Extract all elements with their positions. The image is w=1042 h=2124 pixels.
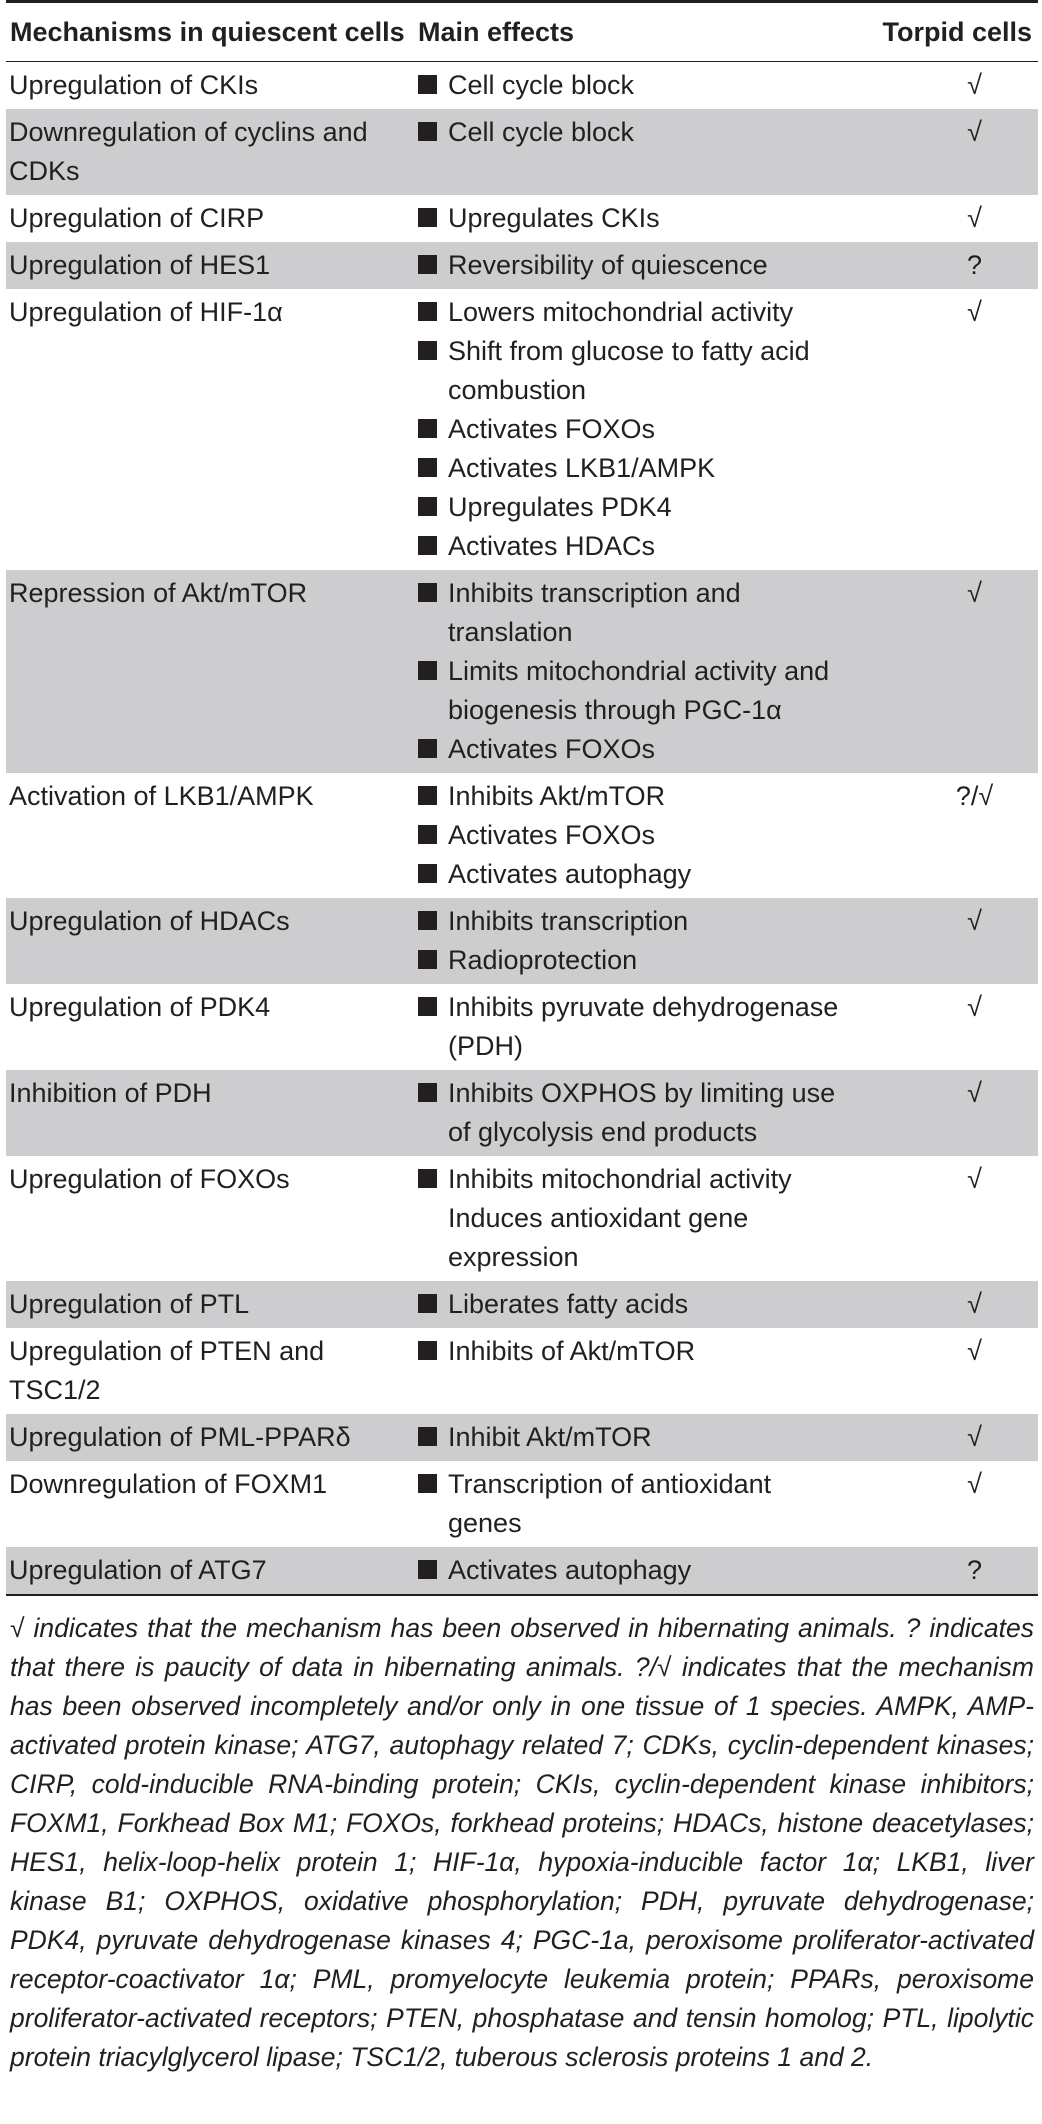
effect-item <box>418 1074 851 1152</box>
table-row <box>6 1156 1038 1281</box>
effects-cell <box>414 195 855 242</box>
bullet-square-icon <box>418 122 437 141</box>
effect-item <box>418 1418 851 1457</box>
header-row <box>6 2 1038 62</box>
bullet-square-icon <box>418 458 437 477</box>
effect-text: Activates autophagy <box>448 859 692 889</box>
effects-cell <box>414 1281 855 1328</box>
mechanisms-table <box>6 0 1038 1596</box>
bullet-square-icon <box>418 661 437 680</box>
bullet-square-icon <box>418 864 437 883</box>
table-row <box>6 62 1038 110</box>
torpid-cell: ? <box>855 242 1038 289</box>
effects-cell <box>414 289 855 570</box>
effect-item <box>418 332 851 410</box>
mechanism-cell: Upregulation of FOXOs <box>9 1164 290 1194</box>
effect-text: Shift from glucose to fatty acid combustion <box>448 336 810 405</box>
mechanism-cell: Upregulation of PDK4 <box>9 992 271 1022</box>
table-row <box>6 289 1038 570</box>
bullet-square-icon <box>418 1169 437 1188</box>
effects-cell <box>414 109 855 195</box>
effect-item <box>418 1199 851 1277</box>
table-row <box>6 898 1038 984</box>
table-row <box>6 195 1038 242</box>
effect-item <box>418 199 851 238</box>
effect-text: Cell cycle block <box>448 117 635 147</box>
effect-text: Inhibits of Akt/mTOR <box>448 1336 696 1366</box>
effect-item <box>418 488 851 527</box>
bullet-square-icon <box>418 302 437 321</box>
effect-text: Inhibit Akt/mTOR <box>448 1422 652 1452</box>
effects-cell <box>414 1461 855 1547</box>
effect-text: Inhibits mitochondrial activity <box>448 1164 792 1194</box>
mechanism-cell: Upregulation of PML-PPARδ <box>6 1414 414 1461</box>
bullet-square-icon <box>418 739 437 758</box>
mechanism-cell: Downregulation of cyclins and CDKs <box>6 109 414 195</box>
table-row <box>6 570 1038 773</box>
bullet-square-icon <box>418 997 437 1016</box>
effect-item <box>418 246 851 285</box>
effect-item <box>418 1160 851 1199</box>
effect-item <box>418 902 851 941</box>
bullet-square-icon <box>418 536 437 555</box>
bullet-square-icon <box>418 419 437 438</box>
effect-text: Transcription of antioxidant genes <box>448 1469 772 1538</box>
effect-item <box>418 652 851 730</box>
bullet-square-icon <box>418 1427 437 1446</box>
bullet-square-icon <box>418 786 437 805</box>
effect-item <box>418 988 851 1066</box>
mechanism-cell: Inhibition of PDH <box>6 1070 414 1156</box>
torpid-cell: √ <box>967 1164 982 1194</box>
effect-text: Inhibits OXPHOS by limiting use of glycolysis end products <box>448 1078 836 1147</box>
torpid-cell: √ <box>855 1414 1038 1461</box>
bullet-square-icon <box>418 1474 437 1493</box>
effect-text: Upregulates PDK4 <box>448 492 672 522</box>
torpid-cell: √ <box>855 1070 1038 1156</box>
effect-item <box>418 574 851 652</box>
mechanism-cell: Activation of LKB1/AMPK <box>9 781 314 811</box>
effects-cell <box>414 242 855 289</box>
effect-item <box>418 1465 851 1543</box>
effect-item <box>418 816 851 855</box>
mechanism-cell: Upregulation of ATG7 <box>6 1547 414 1595</box>
torpid-cell: √ <box>967 297 982 327</box>
table-row <box>6 773 1038 898</box>
bullet-square-icon <box>418 950 437 969</box>
effect-text: Activates FOXOs <box>448 820 656 850</box>
torpid-cell: √ <box>855 109 1038 195</box>
effect-text: Activates FOXOs <box>448 414 656 444</box>
torpid-cell: √ <box>855 898 1038 984</box>
effects-cell <box>414 1156 855 1281</box>
torpid-cell: √ <box>855 1281 1038 1328</box>
effect-text: Cell cycle block <box>448 70 635 100</box>
table-row <box>6 1328 1038 1414</box>
effect-item <box>418 410 851 449</box>
mechanism-cell: Downregulation of FOXM1 <box>9 1469 328 1499</box>
bullet-square-icon <box>418 1083 437 1102</box>
table-body <box>6 62 1038 1596</box>
header-mechanisms: Mechanisms in quiescent cells <box>10 17 405 47</box>
mechanism-cell: Upregulation of HES1 <box>6 242 414 289</box>
table-row <box>6 109 1038 195</box>
effect-item <box>418 1332 851 1371</box>
torpid-cell: √ <box>967 1469 982 1499</box>
effects-cell <box>414 984 855 1070</box>
torpid-cell: ? <box>855 1547 1038 1595</box>
effect-item <box>418 941 851 980</box>
effect-item <box>418 293 851 332</box>
effect-text: Activates autophagy <box>448 1555 692 1585</box>
effects-cell <box>414 62 855 110</box>
effects-cell <box>414 898 855 984</box>
header-effects: Main effects <box>418 17 575 47</box>
effects-cell <box>414 1328 855 1414</box>
effect-item <box>418 1285 851 1324</box>
effect-text: Inhibits pyruvate dehydrogenase (PDH) <box>448 992 839 1061</box>
bullet-square-icon <box>418 208 437 227</box>
torpid-cell: √ <box>967 203 982 233</box>
effects-cell <box>414 570 855 773</box>
bullet-square-icon <box>418 75 437 94</box>
bullet-square-icon <box>418 825 437 844</box>
effects-cell <box>414 773 855 898</box>
mechanism-cell: Upregulation of CKIs <box>9 70 259 100</box>
table-header <box>6 2 1038 62</box>
effect-item <box>418 1551 851 1590</box>
table-row <box>6 1414 1038 1461</box>
effect-text: Inhibits transcription and translation <box>448 578 741 647</box>
table-container <box>6 0 1038 2077</box>
mechanism-cell: Upregulation of HIF-1α <box>9 297 283 327</box>
effect-item <box>418 855 851 894</box>
effect-text: Inhibits transcription <box>448 906 689 936</box>
table-row <box>6 242 1038 289</box>
effects-cell <box>414 1414 855 1461</box>
torpid-cell: √ <box>855 570 1038 773</box>
header-torpid: Torpid cells <box>882 17 1032 47</box>
effect-item <box>418 777 851 816</box>
effect-text: Lowers mitochondrial activity <box>448 297 794 327</box>
torpid-cell: √ <box>967 70 982 100</box>
bullet-square-icon <box>418 911 437 930</box>
bullet-square-icon <box>418 341 437 360</box>
mechanism-cell: Upregulation of PTEN and TSC1/2 <box>9 1336 325 1405</box>
bullet-square-icon <box>418 497 437 516</box>
bullet-square-icon <box>418 1560 437 1579</box>
effect-text: Upregulates CKIs <box>448 203 660 233</box>
bullet-square-icon <box>418 1341 437 1360</box>
effects-cell <box>414 1070 855 1156</box>
torpid-cell: √ <box>967 992 982 1022</box>
table-row <box>6 1461 1038 1547</box>
effect-text: Activates HDACs <box>448 531 656 561</box>
torpid-cell: ?/√ <box>955 781 994 811</box>
table-row <box>6 1281 1038 1328</box>
effect-text: Reversibility of quiescence <box>448 250 768 280</box>
bullet-square-icon <box>418 583 437 602</box>
effect-text: Liberates fatty acids <box>448 1289 689 1319</box>
table-footnote: √ indicates that the mechanism has been observed in hibernating animals. ? indicates that there is paucity of data in hibernating animals. ?/√ indicates that the mechanism has been observed incompletely and/or only in one tissue of 1 species. AMPK, AMP-activated protein kinase; ATG7, autophagy related 7; CDKs, cyclin-dependent kinases; CIRP, cold-inducible RNA-binding protein; CKIs, cyclin-dependent kinase inhibitors; FOXM1, Forkhead Box M1; FOXOs, forkhead proteins; HDACs, histone deacetylases; HES1, helix-loop-helix protein 1; HIF-1α, hypoxia-inducible factor 1α; LKB1, liver kinase B1; OXPHOS, oxidative phosphorylation; PDH, pyruvate dehydrogenase; PDK4, pyruvate dehydrogenase kinases 4; PGC-1a, peroxisome proliferator-activated receptor-coactivator 1α; PML, promyelocyte leukemia protein; PPARs, peroxisome proliferator-activated receptors; PTEN, phosphatase and tensin homolog; PTL, lipolytic protein triacylglycerol lipase; TSC1/2, tuberous sclerosis proteins 1 and 2. <box>10 1613 1034 2072</box>
mechanism-cell: Upregulation of CIRP <box>9 203 265 233</box>
effect-item <box>418 527 851 566</box>
effect-text: Limits mitochondrial activity and biogenesis through PGC-1α <box>448 656 830 725</box>
bullet-square-icon <box>418 255 437 274</box>
effect-item <box>418 449 851 488</box>
mechanism-cell: Upregulation of PTL <box>6 1281 414 1328</box>
effect-text: Activates LKB1/AMPK <box>448 453 716 483</box>
table-row <box>6 1070 1038 1156</box>
mechanism-cell: Upregulation of HDACs <box>6 898 414 984</box>
bullet-square-icon <box>418 1294 437 1313</box>
torpid-cell: √ <box>967 1336 982 1366</box>
effect-text: Induces antioxidant gene expression <box>448 1203 749 1272</box>
effect-text: Radioprotection <box>448 945 638 975</box>
effects-cell <box>414 1547 855 1595</box>
table-row <box>6 984 1038 1070</box>
effect-item <box>418 113 851 152</box>
effect-item <box>418 730 851 769</box>
effect-item <box>418 66 851 105</box>
effect-text: Inhibits Akt/mTOR <box>448 781 666 811</box>
table-row <box>6 1547 1038 1595</box>
effect-text: Activates FOXOs <box>448 734 656 764</box>
mechanism-cell: Repression of Akt/mTOR <box>6 570 414 773</box>
